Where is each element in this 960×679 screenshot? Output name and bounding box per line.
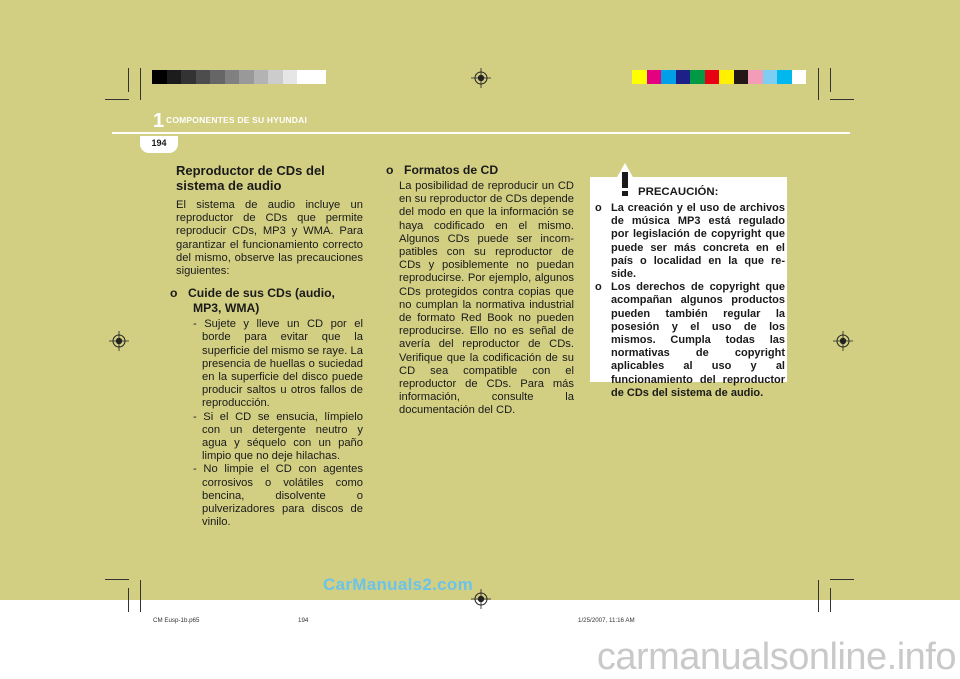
- calibration-swatch: [167, 70, 182, 84]
- formats-paragraph: La posibilidad de reproducir un CD en su reproductor de CDs depende del modo en que la información se haya codificado en el mismo. Algunos CDs puede ser incom-patibles con su reproductor de CDs y posiblemente no puedan reproducirse. Por ejemplo, algunos CDs protegidos contra copias que no cumplan la normativa industrial de formato Red Book no pueden reproducirse. Ello no es señal de avería del reproductor de CDs. Verifique que la codificación de su CD sea compatible con el reproductor de CDs. Para más información, consulte la documentación del CD.: [399, 180, 574, 417]
- calibration-swatch: [748, 70, 763, 84]
- calibration-swatch: [297, 70, 312, 84]
- header-rule: [112, 132, 850, 134]
- chapter-number: 1: [153, 110, 165, 132]
- list-item: - No limpie el CD con agentes corrosivos o volátiles como bencina, disolvente o pulverizadores para discos de vinilo.: [193, 463, 363, 529]
- list-item: - Si el CD se ensucia, límpielo con un detergente neutro y agua y séquelo con un paño limpio que no deje hilachas.: [193, 410, 363, 463]
- crop-mark: [818, 580, 819, 612]
- calibration-swatch: [254, 70, 269, 84]
- chapter-title: COMPONENTES DE SU HYUNDAI: [166, 115, 308, 125]
- bullet: o: [595, 281, 602, 294]
- calibration-swatch: [152, 70, 167, 84]
- crop-mark: [830, 588, 831, 612]
- crop-mark: [128, 588, 129, 612]
- calibration-swatch: [661, 70, 676, 84]
- calibration-swatch: [705, 70, 720, 84]
- calibration-swatch: [734, 70, 749, 84]
- footer-page: 194: [298, 617, 309, 624]
- crop-mark: [818, 68, 819, 100]
- crop-mark: [105, 99, 129, 100]
- subsection-heading: [386, 163, 574, 178]
- column-middle: [386, 163, 574, 418]
- grayscale-calibration-bar: [152, 70, 326, 84]
- caution-text: La creación y el uso de archivos de música MP3 está regulado por legislación de copyright que puede ser más concreta en el país o localidad en la que re-side.: [611, 202, 785, 281]
- footer-filename: CM Eusp-1b.p65: [153, 617, 200, 624]
- registration-target-icon: [833, 331, 853, 351]
- calibration-swatch: [690, 70, 705, 84]
- subsection-title: Cuide de sus CDs (audio, MP3, WMA): [188, 286, 335, 316]
- color-calibration-bar: [632, 70, 806, 84]
- calibration-swatch: [763, 70, 778, 84]
- brand-logo[interactable]: CarManuals2.com: [323, 575, 473, 594]
- list-item: [595, 281, 785, 400]
- registration-target-icon: [471, 68, 491, 88]
- subsection-title: Formatos de CD: [404, 163, 499, 177]
- calibration-swatch: [196, 70, 211, 84]
- crop-mark: [830, 99, 854, 100]
- calibration-swatch: [777, 70, 792, 84]
- crop-mark: [105, 579, 129, 580]
- calibration-swatch: [239, 70, 254, 84]
- crop-mark: [830, 579, 854, 580]
- calibration-swatch: [268, 70, 283, 84]
- calibration-swatch: [647, 70, 662, 84]
- caution-title: PRECAUCIÓN:: [638, 186, 719, 198]
- registration-target-icon: [109, 331, 129, 351]
- list-item: - Sujete y lleve un CD por el borde para evitar que la superficie del mismo se raye. La presencia de huellas o suciedad en la superficie del disco puede producir saltos u otros fallos de reproducción.: [193, 318, 363, 410]
- column-left: [170, 163, 363, 529]
- calibration-swatch: [632, 70, 647, 84]
- intro-paragraph: El sistema de audio incluye un reproductor de CDs que permite reproducir CDs, MP3 y WMA. Para garantizar el funcionamiento correcto del mismo, observe las precauciones siguientes:: [176, 199, 363, 278]
- calibration-swatch: [676, 70, 691, 84]
- care-list: [176, 318, 363, 529]
- calibration-swatch: [719, 70, 734, 84]
- calibration-swatch: [283, 70, 298, 84]
- calibration-swatch: [792, 70, 807, 84]
- bullet: o: [595, 202, 602, 214]
- crop-mark: [830, 68, 831, 92]
- calibration-swatch: [210, 70, 225, 84]
- crop-mark: [140, 580, 141, 612]
- footer-timestamp: 1/25/2007, 11:16 AM: [578, 617, 635, 624]
- list-item: [595, 202, 785, 281]
- bullet: o: [170, 286, 178, 301]
- crop-mark: [140, 68, 141, 100]
- section-heading: Reproductor de CDs del sistema de audio: [176, 163, 325, 193]
- crop-mark: [128, 68, 129, 92]
- page-number: 194: [151, 138, 167, 148]
- subsection-heading: [170, 286, 363, 316]
- registration-target-icon: [471, 589, 491, 609]
- calibration-swatch: [312, 70, 327, 84]
- caution-text: Los derechos de copyright que acompañan algunos productos pueden también regular la posesión y el uso de los mismos. Cumpla todas las normativas de copyright aplicables al uso y al funcionamiento del reproductor de CDs del sistema de audio.: [611, 281, 785, 399]
- calibration-swatch: [225, 70, 240, 84]
- bullet: o: [386, 163, 394, 177]
- watermark: carmanualsonline.info: [596, 636, 956, 678]
- caution-list: [595, 202, 785, 400]
- calibration-swatch: [181, 70, 196, 84]
